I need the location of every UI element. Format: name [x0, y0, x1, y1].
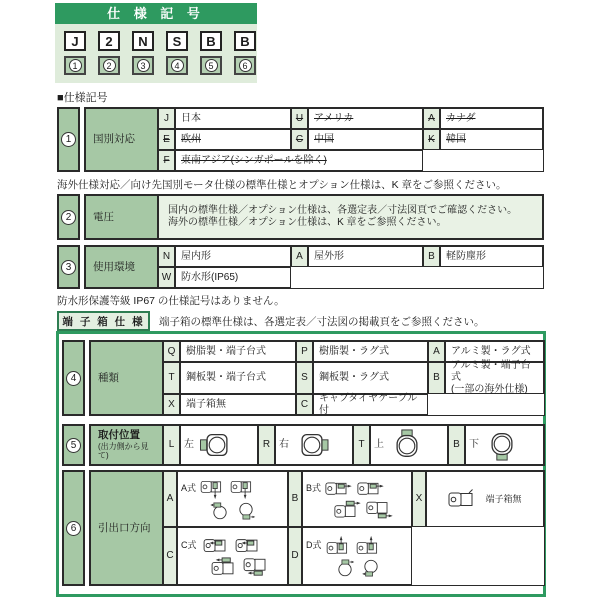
mount-table: [89, 424, 545, 466]
code-B: B: [288, 471, 302, 527]
code-letter: N: [132, 31, 154, 51]
code-number-box: [166, 56, 188, 75]
terminal-box-note: 端子箱の標準仕様は、各選定表／寸法図の掲載頁をご参照ください。: [159, 315, 485, 328]
value-china: 中国: [308, 129, 423, 150]
diagram-row: [209, 557, 269, 577]
motor-end-lead-right-icon: [334, 558, 356, 578]
country-table: [84, 107, 544, 172]
type-a-label: A式: [181, 483, 197, 494]
motor-end-box-right-icon: [294, 429, 330, 461]
circled-number: 6: [239, 59, 252, 72]
category-label: 国別対応: [85, 108, 158, 171]
no-terminal-box-label: 端子箱無: [485, 493, 522, 504]
code-B: B: [428, 362, 445, 394]
code-column: [132, 31, 154, 75]
value-outdoor: 屋外形: [308, 246, 423, 267]
motor-side-lead-left-icon: [241, 557, 269, 577]
value-resin-lug: 樹脂製・ラグ式: [313, 341, 428, 362]
environment-table-row: [57, 245, 544, 289]
outlet-table-row: [62, 470, 545, 586]
value-resin-terminal: 樹脂製・端子台式: [180, 341, 296, 362]
value-indoor: 屋内形: [175, 246, 291, 267]
environment-table: [84, 245, 544, 289]
code-N: N: [158, 246, 175, 267]
circled-number: 4: [171, 59, 184, 72]
code-B: B: [423, 246, 440, 267]
mount-bottom-cell: 下: [465, 425, 544, 465]
no-terminal-box-cell: [426, 471, 544, 527]
code-P: P: [296, 341, 313, 362]
code-X: X: [163, 394, 180, 415]
spec-code-title: 仕 様 記 号: [55, 3, 257, 24]
circled-number: 5: [205, 59, 218, 72]
voltage-table: [84, 194, 544, 240]
diagram-row: [334, 500, 394, 520]
code-W: W: [158, 267, 175, 288]
code-C: C: [291, 129, 308, 150]
spec-code-panel: [55, 3, 257, 83]
code-C: C: [296, 394, 313, 415]
diagram-row: [334, 558, 382, 578]
diagram-row: [209, 501, 257, 521]
type-table: [89, 340, 545, 416]
mount-left-cell: 左: [180, 425, 258, 465]
mount-right-cell: 右: [275, 425, 353, 465]
motor-side-lead-right-icon: [334, 500, 362, 520]
motor-end-lead-right-icon: [235, 501, 257, 521]
motor-end-lead-left-icon: [209, 501, 231, 521]
type-c-label: C式: [181, 540, 197, 551]
item-number-2: 2: [57, 194, 80, 240]
terminal-box-section: [56, 331, 546, 597]
type-a-diagram-cell: [177, 471, 288, 527]
value-alumi-lug: アルミ製・ラグ式: [445, 341, 544, 362]
motor-end-box-top-icon: [389, 429, 425, 461]
value-cabtyre-cable: キャブタイヤケーブル付: [313, 394, 428, 415]
code-column: [200, 31, 222, 75]
value-korea: 韓国: [440, 129, 543, 150]
code-letter: 2: [98, 31, 120, 51]
code-A: A: [291, 246, 308, 267]
country-table-row: [57, 107, 544, 172]
item-number-4: 4: [62, 340, 85, 416]
diagram-row: [181, 478, 256, 500]
code-S: S: [296, 362, 313, 394]
code-number-box: [132, 56, 154, 75]
motor-end-lead-left-icon: [360, 558, 382, 578]
code-F: F: [158, 150, 175, 171]
value-america: アメリカ: [308, 108, 423, 129]
country-note: 海外仕様対応／向け先国別モータ仕様の標準仕様とオプション仕様は、K 章をご参照ください。: [57, 179, 507, 191]
spec-code-body: [55, 24, 257, 83]
code-number-box: [64, 56, 86, 75]
type-c-diagram-cell: [177, 527, 288, 585]
item-number-1: 1: [57, 107, 80, 172]
value-southeast-asia: 東南アジア(シンガポールを除く): [175, 150, 423, 171]
value-no-terminal-box: 端子箱無: [180, 394, 296, 415]
motor-end-box-left-icon: [199, 429, 235, 461]
code-T: T: [163, 362, 180, 394]
code-U: U: [291, 108, 308, 129]
code-Q: Q: [163, 341, 180, 362]
code-column: [234, 31, 256, 75]
code-B: B: [448, 425, 465, 465]
mount-top-cell: 上: [370, 425, 448, 465]
circled-number: 3: [137, 59, 150, 72]
motor-side-lead-down-icon: [200, 478, 226, 500]
outlet-table: [89, 470, 545, 586]
motor-side-no-box-icon: [448, 488, 478, 510]
category-label: 電圧: [85, 195, 158, 239]
value-waterproof: 防水形(IP65): [175, 267, 291, 288]
diagram-row: [181, 536, 261, 556]
item-number-3: 3: [57, 245, 80, 289]
value-canada: カナダ: [440, 108, 543, 129]
code-C: C: [163, 527, 177, 585]
code-column: [98, 31, 120, 75]
code-letter: B: [234, 31, 256, 51]
type-table-row: [62, 340, 545, 416]
category-label: 取付位置 (出力側から見て): [90, 425, 163, 465]
category-label: 使用環境: [85, 246, 158, 288]
value-japan: 日本: [175, 108, 291, 129]
code-A: A: [423, 108, 440, 129]
circled-number: 2: [103, 59, 116, 72]
code-R: R: [258, 425, 275, 465]
code-letter: S: [166, 31, 188, 51]
motor-side-lead-right-icon: [325, 479, 353, 499]
motor-side-lead-left-icon: [209, 557, 237, 577]
code-T: T: [353, 425, 370, 465]
type-d-label: D式: [306, 540, 322, 551]
environment-note: 防水形保護等級 IP67 の仕様記号はありません。: [57, 295, 285, 307]
code-E: E: [158, 129, 175, 150]
code-letter: B: [200, 31, 222, 51]
code-A: A: [163, 471, 177, 527]
voltage-text-cell: [158, 195, 543, 239]
motor-side-lead-up-icon: [326, 535, 352, 557]
item-number-6: 6: [62, 470, 85, 586]
type-d-diagram-cell: [302, 527, 412, 585]
motor-side-lead-right-icon: [366, 500, 394, 520]
value-dustproof: 軽防塵形: [440, 246, 543, 267]
motor-end-box-bottom-icon: [484, 429, 520, 461]
code-letter: J: [64, 31, 86, 51]
motor-side-lead-left-icon: [201, 536, 229, 556]
voltage-line-1: 国内の標準仕様／オプション仕様は、各選定表／寸法図頁でご確認ください。: [168, 205, 518, 216]
motor-side-lead-down-icon: [230, 478, 256, 500]
terminal-box-header: [57, 311, 485, 331]
voltage-table-row: [57, 194, 544, 240]
code-number-box: [200, 56, 222, 75]
category-label: 引出口方向: [90, 471, 163, 585]
value-steel-lug: 鋼板製・ラグ式: [313, 362, 428, 394]
type-b-label: B式: [306, 483, 322, 494]
value-europe: 欧州: [175, 129, 291, 150]
code-K: K: [423, 129, 440, 150]
code-column: [64, 31, 86, 75]
motor-side-lead-right-icon: [357, 479, 385, 499]
type-b-diagram-cell: [302, 471, 412, 527]
circled-number: 1: [69, 59, 82, 72]
code-A: A: [428, 341, 445, 362]
section-heading: ■仕様記号: [57, 92, 108, 104]
motor-side-lead-up-icon: [356, 535, 382, 557]
diagram-row: [306, 535, 382, 557]
code-J: J: [158, 108, 175, 129]
item-number-5: 5: [62, 424, 85, 466]
code-column: [166, 31, 188, 75]
code-number-box: [98, 56, 120, 75]
value-alumi-terminal: アルミ製・端子台式 (一部の海外仕様): [445, 362, 544, 394]
mount-table-row: [62, 424, 545, 466]
code-X: X: [412, 471, 426, 527]
diagram-row: [306, 479, 385, 499]
code-D: D: [288, 527, 302, 585]
code-number-box: [234, 56, 256, 75]
motor-side-lead-left-icon: [233, 536, 261, 556]
code-L: L: [163, 425, 180, 465]
value-steel-terminal: 鋼板製・端子台式: [180, 362, 296, 394]
terminal-box-label: 端 子 箱 仕 様: [57, 311, 150, 331]
voltage-line-2: 海外の標準仕様／オプション仕様は、K 章をご参照ください。: [168, 217, 447, 228]
category-label: 種類: [90, 341, 163, 415]
